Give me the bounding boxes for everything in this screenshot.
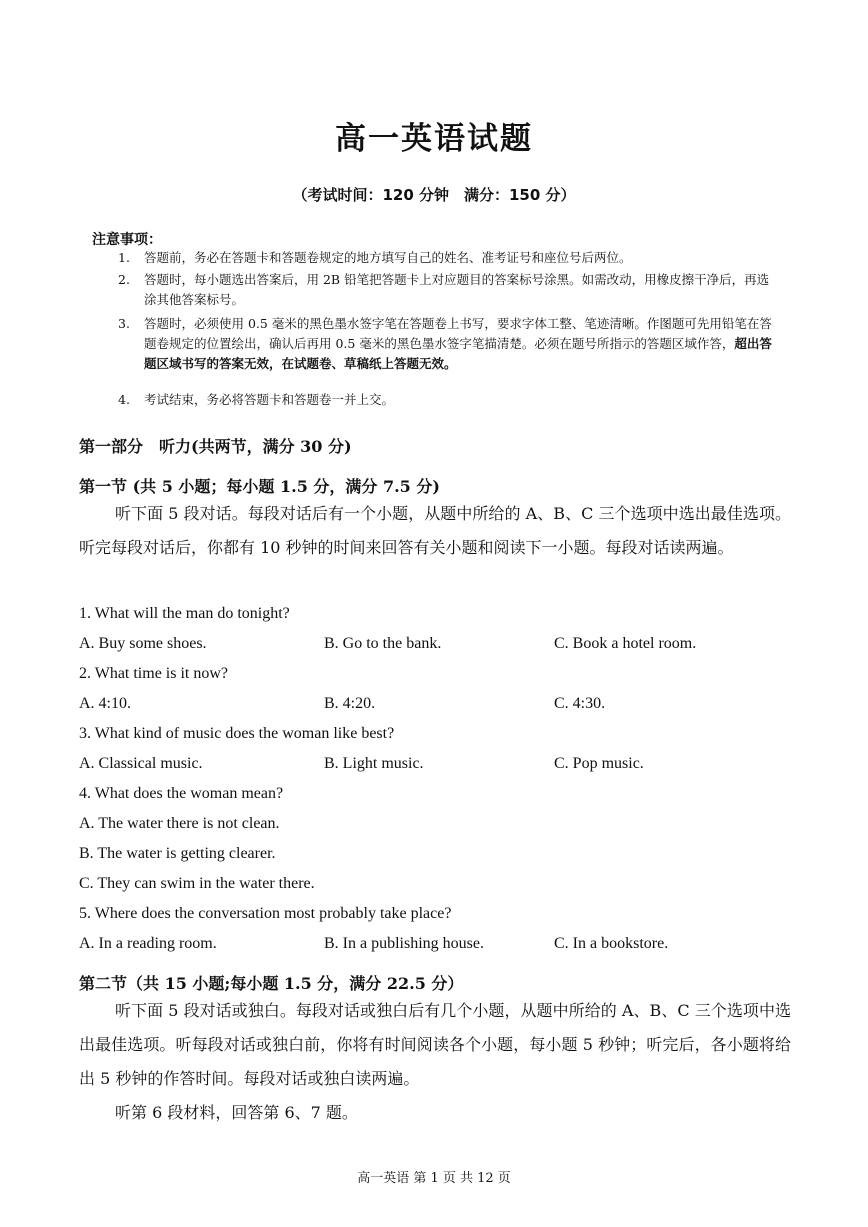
option-c: C. Book a hotel room. bbox=[554, 635, 697, 652]
notice-item-number: 3. bbox=[118, 316, 130, 331]
option-b: B. The water is getting clearer. bbox=[79, 845, 276, 862]
option-c: C. 4:30. bbox=[554, 695, 606, 712]
option-b: B. In a publishing house. bbox=[324, 935, 484, 952]
option-a: A. The water there is not clean. bbox=[79, 815, 280, 832]
notice-item bbox=[118, 248, 778, 268]
section1-heading: 第一节 (共 5 小题；每小题 1.5 分，满分 7.5 分) bbox=[79, 477, 440, 496]
notice-item-number: 4. bbox=[118, 392, 130, 407]
section2-instructions: 听下面 5 段对话或独白。每段对话或独白后有几个小题，从题中所给的 A、B、C 三个选项中选出最佳选项。听每段对话或独白前，你将有时间阅读各个小题，每小题 5 秒钟；听完后，各小题将给出 5 秒钟的作答时间。每段对话或独白读两遍。 bbox=[79, 1001, 791, 1088]
option-b: B. Light music. bbox=[324, 755, 424, 772]
section2-material-note: 听第 6 段材料，回答第 6、7 题。 bbox=[115, 1103, 358, 1122]
question-5: 5. Where does the conversation most probably take place? bbox=[79, 905, 452, 922]
notice-item bbox=[118, 390, 778, 410]
notice-item-number: 2. bbox=[118, 272, 130, 287]
notice-item-text: 答题前，务必在答题卡和答题卷规定的地方填写自己的姓名、准考证号和座位号后两位。 bbox=[144, 250, 632, 265]
exam-title: 高一英语试题 bbox=[335, 121, 533, 157]
question-3: 3. What kind of music does the woman like best? bbox=[79, 725, 395, 742]
section2-heading: 第二节（共 15 小题;每小题 1.5 分，满分 22.5 分） bbox=[79, 974, 464, 993]
option-c: C. In a bookstore. bbox=[554, 935, 669, 952]
notice-item bbox=[118, 270, 778, 310]
option-a: A. 4:10. bbox=[79, 695, 131, 712]
option-a: A. In a reading room. bbox=[79, 935, 217, 952]
option-b: B. 4:20. bbox=[324, 695, 376, 712]
page-footer: 高一英语 第 1 页 共 12 页 bbox=[357, 1171, 511, 1186]
notice-item-text: 答题时，每小题选出答案后，用 2B 铅笔把答题卡上对应题目的答案标号涂黑。如需改动，用橡皮擦干净后，再选涂其他答案标号。 bbox=[144, 272, 770, 307]
exam-duration-info: （考试时间：120 分钟 满分：150 分） bbox=[292, 186, 576, 204]
notice-item-text: 答题时，必须使用 0.5 毫米的黑色墨水签字笔在答题卷上书写，要求字体工整、笔迹清晰。作图题可先用铅笔在答题卷规定的位置绘出，确认后再用 0.5 毫米的黑色墨水签字笔描清楚。必须在题号所指示的答题区域作答， bbox=[144, 316, 772, 351]
notice-heading: 注意事项： bbox=[92, 232, 162, 248]
notice-item-text: 考试结束，务必将答题卡和答题卷一并上交。 bbox=[144, 392, 395, 407]
option-a: A. Buy some shoes. bbox=[79, 635, 207, 652]
notice-item-number: 1. bbox=[118, 250, 130, 265]
option-a: A. Classical music. bbox=[79, 755, 203, 772]
part1-heading: 第一部分 听力(共两节，满分 30 分) bbox=[79, 437, 352, 456]
question-1: 1. What will the man do tonight? bbox=[79, 605, 290, 622]
section1-instructions: 听下面 5 段对话。每段对话后有一个小题，从题中所给的 A、B、C 三个选项中选出最佳选项。听完每段对话后，你都有 10 秒钟的时间来回答有关小题和阅读下一小题。每段对话读两遍。 bbox=[79, 504, 791, 557]
option-c: C. Pop music. bbox=[554, 755, 644, 772]
notice-item-warning: 超出答题区域书写的答案无效，在试题卷、草稿纸上答题无效。 bbox=[144, 336, 772, 371]
option-b: B. Go to the bank. bbox=[324, 635, 442, 652]
option-c: C. They can swim in the water there. bbox=[79, 875, 315, 892]
notice-item bbox=[118, 314, 778, 374]
question-2: 2. What time is it now? bbox=[79, 665, 229, 682]
question-4: 4. What does the woman mean? bbox=[79, 785, 284, 802]
